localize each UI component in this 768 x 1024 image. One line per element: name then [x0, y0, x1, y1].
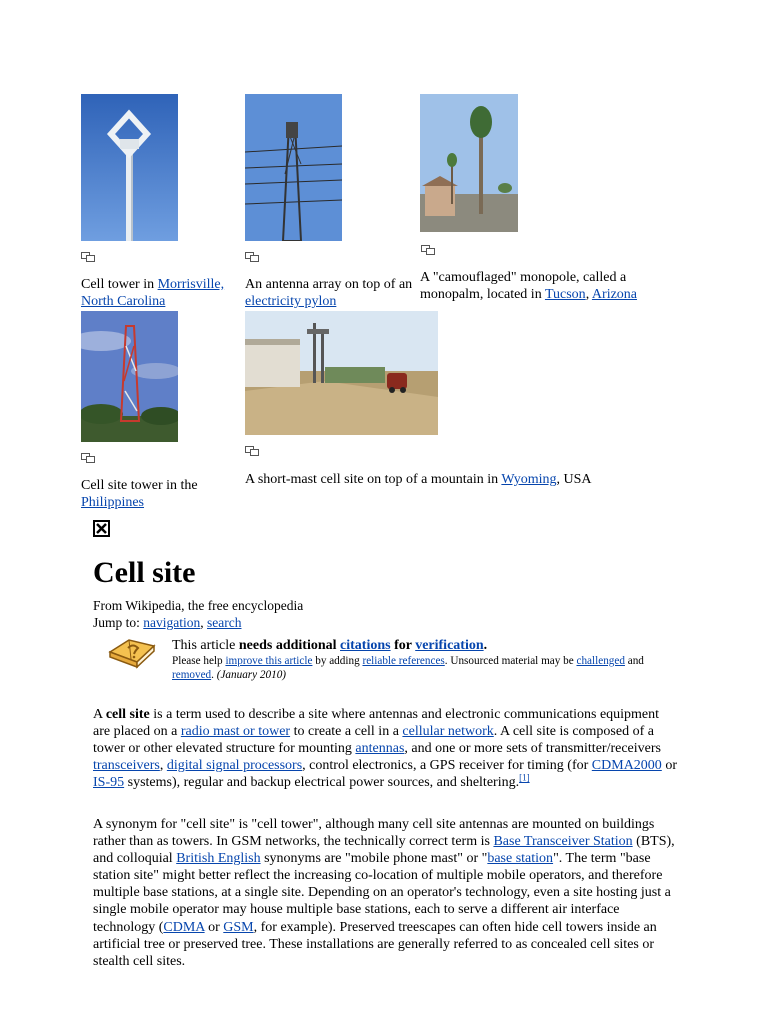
- text-run: . A cell site is composed of a tower or other elevated structure for mounting: [93, 724, 654, 757]
- text-run: An antenna array on top of an: [245, 277, 413, 292]
- text-run: , control electronics, a GPS receiver for timing (for: [302, 758, 592, 774]
- wiki-link[interactable]: British English: [176, 851, 261, 867]
- wiki-link[interactable]: reliable references: [362, 655, 445, 667]
- text-run: or: [661, 758, 677, 774]
- text-run: Cell tower in: [81, 277, 158, 292]
- wiki-link[interactable]: antennas: [355, 741, 405, 757]
- gallery-caption: [81, 477, 231, 511]
- text-run: .: [483, 638, 488, 653]
- wiki-link[interactable]: verification: [415, 638, 484, 653]
- wiki-link[interactable]: Philippines: [81, 495, 145, 510]
- jump-to-label: Jump to:: [93, 615, 144, 630]
- wiki-link[interactable]: Wyoming: [501, 472, 557, 487]
- text-run: ,: [159, 758, 167, 774]
- text-run: A short-mast cell site on top of a mountain in: [245, 472, 502, 487]
- jump-separator: ,: [200, 615, 208, 630]
- wiki-link[interactable]: removed: [172, 669, 212, 681]
- text-run: for: [390, 638, 416, 653]
- jump-to-links: [93, 614, 242, 631]
- photo-tucson-monopalm[interactable]: [420, 94, 518, 232]
- text-run: and: [624, 655, 644, 667]
- wiki-link[interactable]: CDMA2000: [591, 758, 662, 774]
- text-run: or: [204, 919, 224, 935]
- synonym-paragraph: [93, 816, 677, 970]
- text-run: A "camouflaged" monopole, called a monopalm, located in: [420, 270, 627, 302]
- wiki-link[interactable]: transceivers: [93, 758, 160, 774]
- text-run: cell site: [105, 707, 150, 722]
- text-run: needs additional: [238, 638, 341, 653]
- wiki-link[interactable]: improve this article: [225, 655, 313, 667]
- text-run: synonyms are "mobile phone mast" or ": [260, 851, 488, 867]
- wiki-link[interactable]: citations: [340, 638, 391, 653]
- text-run: Cell site tower in the: [81, 478, 198, 493]
- text-run: is a term used to describe a site where antennas and electronic communications equipment are placed on a: [93, 707, 660, 740]
- text-run: (January 2010): [216, 669, 287, 681]
- gallery-caption: [420, 269, 670, 303]
- wiki-link[interactable]: digital signal processors: [166, 758, 303, 774]
- text-run: , and one or more sets of transmitter/receivers: [404, 741, 661, 757]
- wiki-link[interactable]: cellular network: [402, 724, 494, 740]
- text-run: A: [93, 707, 106, 722]
- wiki-link[interactable]: challenged: [576, 655, 625, 667]
- text-run: , for example). Preserved treescapes can often hide cell towers inside an artificial tree or preserved tree. These installations are generally referred to as concealed cell sites or stealth cell sites.: [93, 919, 657, 969]
- magnify-icon[interactable]: [245, 446, 259, 456]
- intro-paragraph: [93, 706, 677, 791]
- broken-image-icon: [93, 520, 110, 537]
- book-icon: [107, 632, 157, 670]
- magnify-icon[interactable]: [421, 245, 435, 255]
- text-run: systems), regular and backup electrical power sources, and sheltering.: [124, 775, 520, 791]
- magnify-icon[interactable]: [245, 252, 259, 262]
- photo-wyoming-cell-site[interactable]: [245, 311, 438, 435]
- text-run: (BTS), and colloquial: [93, 834, 675, 867]
- wiki-link[interactable]: electricity pylon: [245, 294, 337, 309]
- wiki-link[interactable]: GSM: [223, 919, 254, 935]
- page-title: Cell site: [93, 556, 196, 589]
- wiki-link[interactable]: radio mast or tower: [180, 724, 291, 740]
- text-run: A synonym for "cell site" is "cell tower", although many cell site antennas are mounted on buildings rather than as towers. In GSM networks, the technically correct term is: [93, 817, 655, 850]
- jump-search-link[interactable]: search: [207, 615, 242, 630]
- wiki-link[interactable]: Morrisville, North Carolina: [81, 277, 225, 309]
- photo-morrisville-tower[interactable]: [81, 94, 178, 241]
- wiki-link[interactable]: CDMA: [163, 919, 205, 935]
- wiki-link[interactable]: Base Transceiver Station: [493, 834, 633, 850]
- magnify-icon[interactable]: [81, 453, 95, 463]
- text-run: This article: [172, 638, 239, 653]
- photo-pylon-antenna[interactable]: [245, 94, 342, 241]
- gallery-caption: [245, 471, 665, 488]
- text-run: . Unsourced material may be: [444, 655, 577, 667]
- notice-line-2: [172, 654, 652, 682]
- wiki-link[interactable]: Tucson: [544, 287, 586, 302]
- notice-line-1: [172, 637, 652, 654]
- text-run: ". The term "base station site" might better reflect the increasing co-location of multiple mobile operators, and therefore multiple base stations, at a single site. Depending on an operator's technology, even a site hosting just a single mobile operator may house multiple base stations, each to serve a different air interface technology (: [93, 851, 671, 935]
- text-run: by adding: [312, 655, 363, 667]
- gallery-caption: [245, 276, 417, 310]
- citation-notice: [172, 637, 652, 682]
- wiki-link[interactable]: Arizona: [591, 287, 638, 302]
- photo-philippines-tower[interactable]: [81, 311, 178, 442]
- text-run: , USA: [556, 472, 592, 487]
- from-wikipedia-tagline: From Wikipedia, the free encyclopedia: [93, 598, 304, 613]
- text-run: .: [211, 669, 217, 681]
- magnify-icon[interactable]: [81, 252, 95, 262]
- text-run: to create a cell in a: [290, 724, 403, 740]
- wiki-link[interactable]: IS-95: [93, 775, 125, 791]
- wiki-link[interactable]: base station: [487, 851, 554, 867]
- text-run: ,: [585, 287, 592, 302]
- wiki-link[interactable]: [1]: [519, 772, 530, 783]
- gallery-caption: [81, 276, 247, 310]
- text-run: Please help: [172, 655, 226, 667]
- jump-navigation-link[interactable]: navigation: [143, 615, 201, 630]
